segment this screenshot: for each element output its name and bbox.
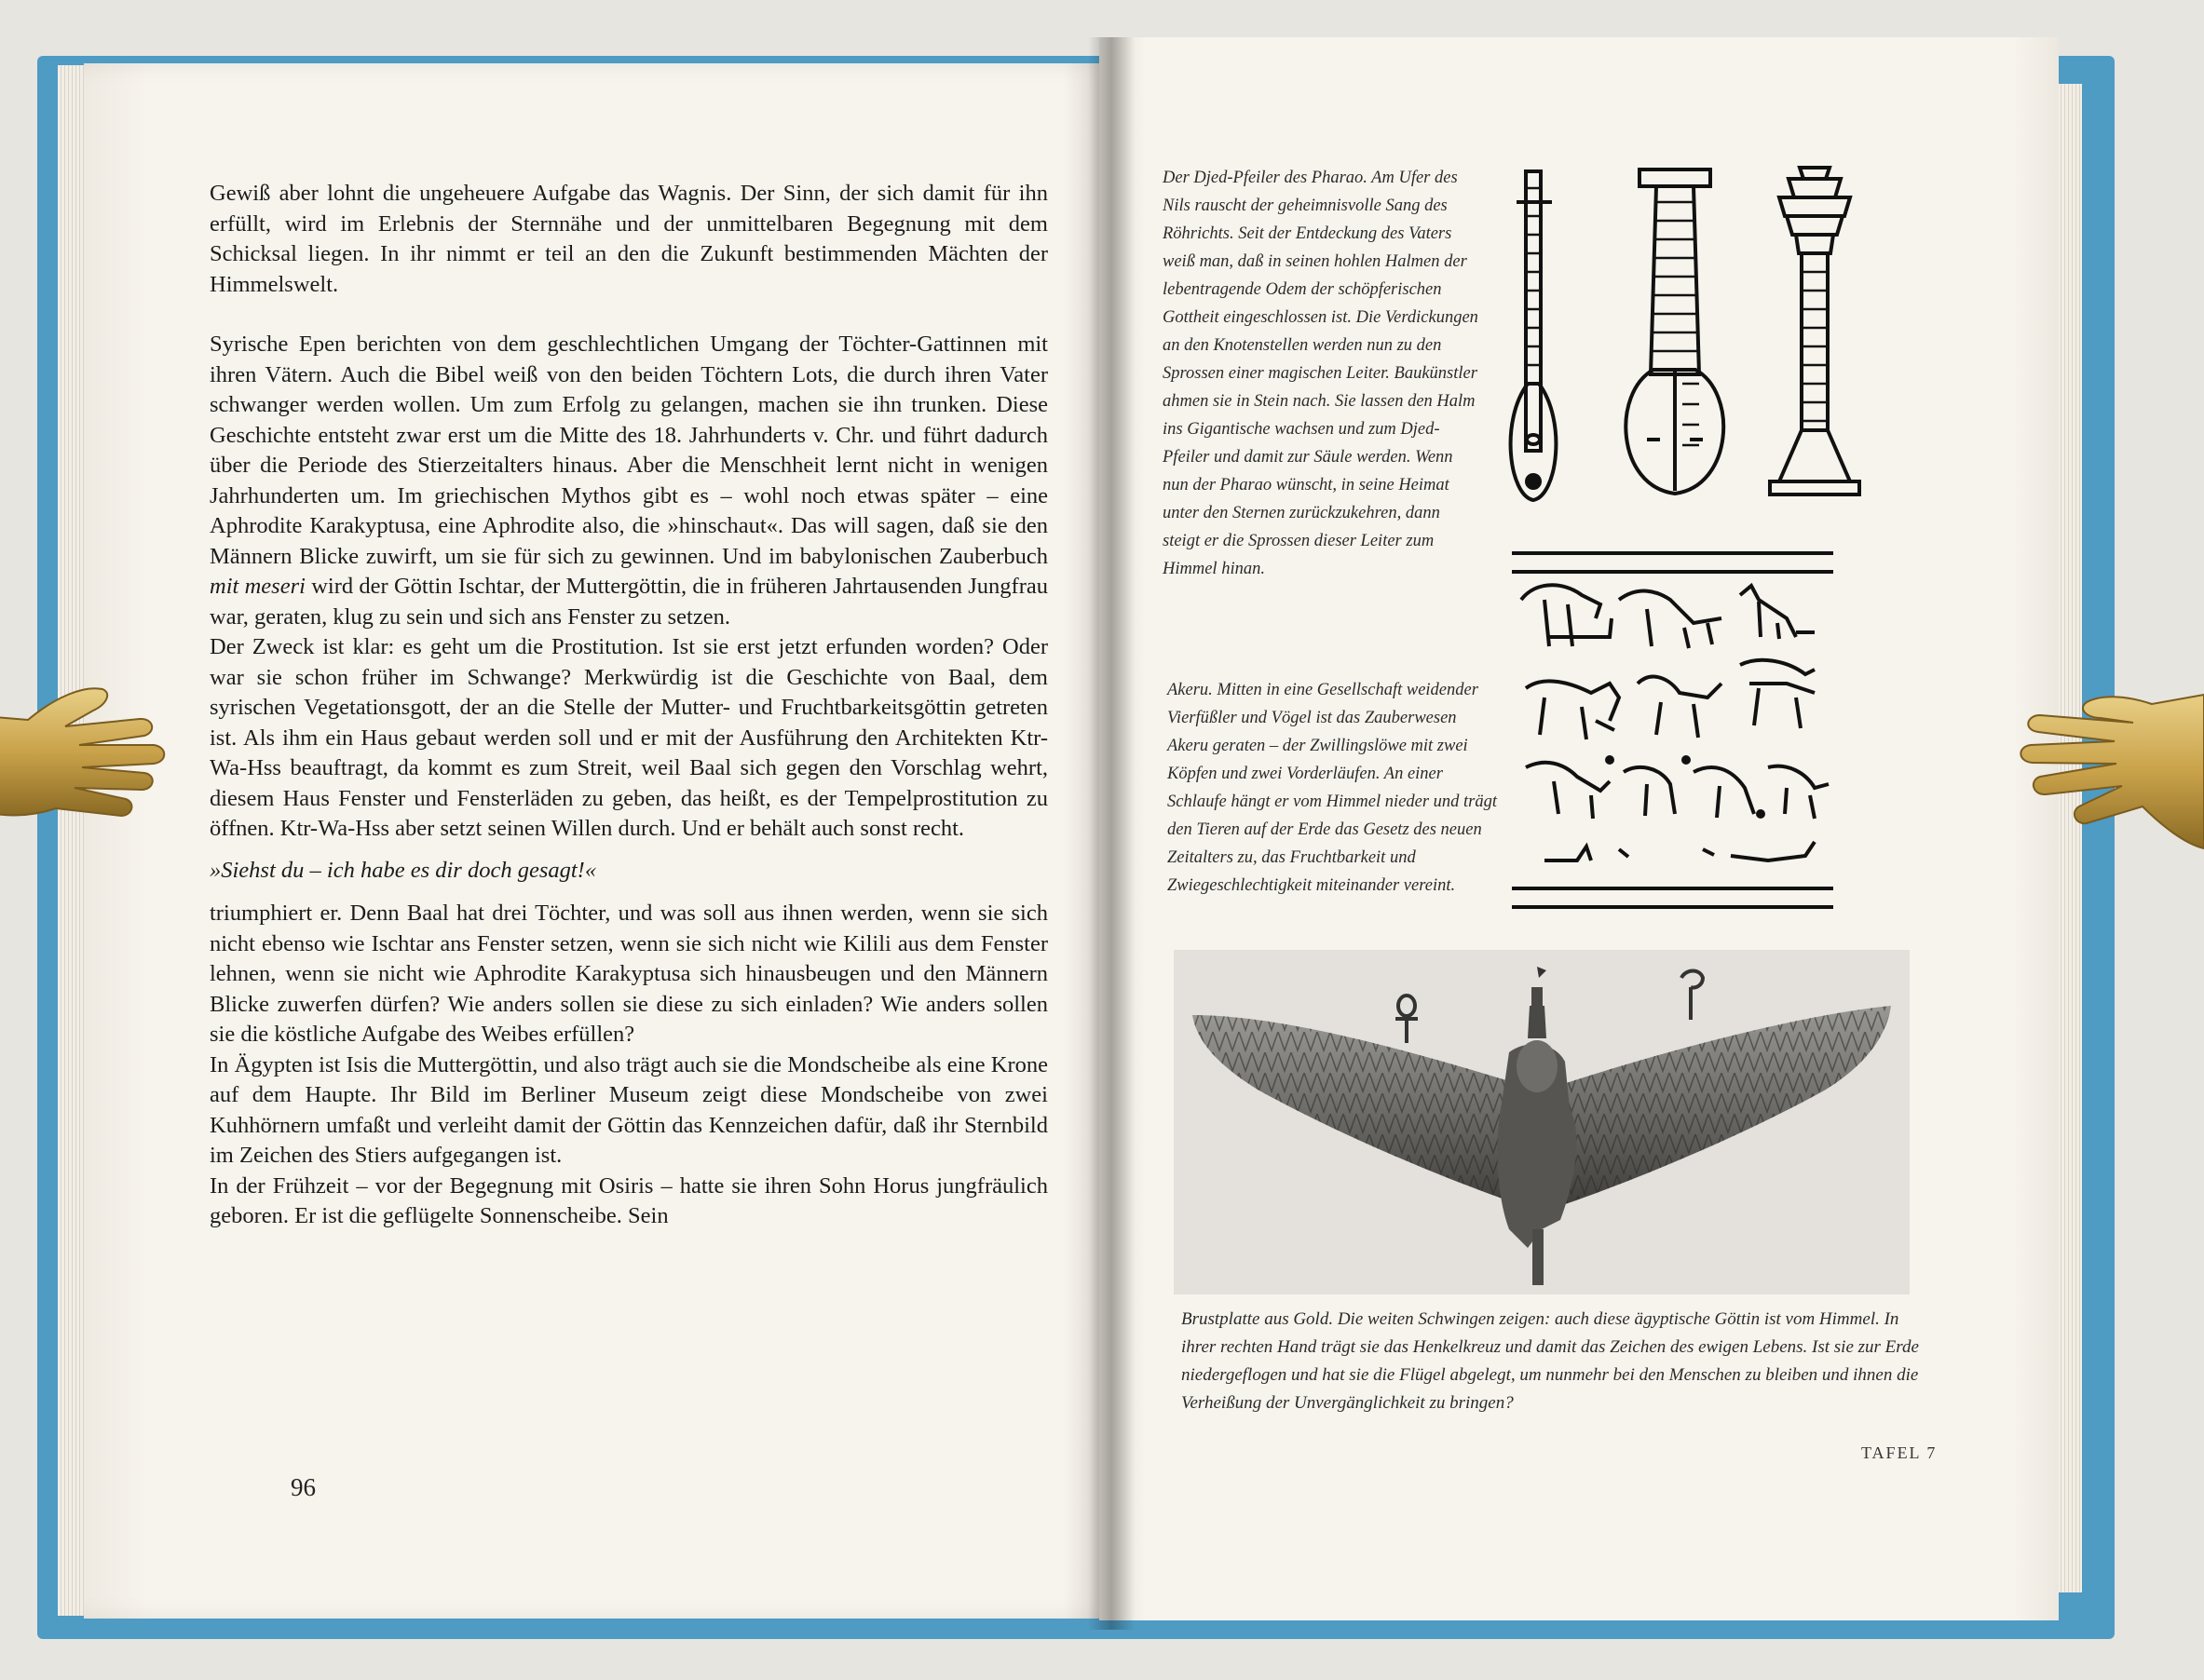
- plate-label: TAFEL 7: [1861, 1443, 1938, 1462]
- paragraph-4: triumphiert er. Denn Baal hat drei Töchter, und was soll aus ihnen werden, wenn sie sich nicht ebenso wie Ischtar ans Fenster setzen, wenn sie sich nicht wie Kilili aus dem Fenster lehnen, wenn sie nicht wie Aphrodite Karakyptusa sich hinausbeugen und den Männern Blicke zuwerfen dürfen? Wie anders sollen sie diese zu sich einladen? Wie anders sollen sie die köstliche Aufgabe des Weibes erfüllen?: [210, 901, 1048, 1047]
- left-page-body: [210, 179, 1048, 1232]
- paragraph-1: Gewiß aber lohnt die ungeheuere Aufgabe das Wagnis. Der Sinn, der sich damit für ihn erfüllt, wird im Erlebnis der Sternnähe und der unmittelbaren Begegnung mit dem Schicksal liegen. In ihr nimmt er teil an den die Zukunft bestimmenden Mächten der Himmelswelt.: [210, 181, 1048, 297]
- breastplate-photo: [1174, 950, 1910, 1294]
- paragraph-2-text: Syrische Epen berichten von dem geschlechtlichen Umgang der Töchter-Gattinnen mit ihren Vätern. Auch die Bibel weiß von den beiden Töchtern Lots, die durch ihren Vater schwanger werden wollen. Um zum Erfolg zu gelangen, machen sie ihn trunken. Diese Geschichte entsteht zwar erst um die Mitte des 18. Jahrhunderts v. Chr. und führt dadurch über die Periode des Stierzeitalters hinaus. Aber die Menschheit lernt nicht in wenigen Jahrhunderten um. Im griechischen Mythos gibt es – wohl noch etwas später – eine Aphrodite Karakyptusa, eine Aphrodite also, die »hinschaut«. Das will sagen, daß sie den Männern Blicke zuwirft, um sie für sich zu gewinnen. Und im babylonischen Zauberbuch: [210, 332, 1048, 569]
- paragraph-3: Der Zweck ist klar: es geht um die Prostitution. Ist sie erst jetzt erfunden worden? Oder war sie schon früher im Schwange? Merkwürdig ist die Geschichte von Baal, dem syrischen Vegetationsgott, der an die Stelle der Mutter- und Fruchtbarkeitsgöttin getreten ist. Als ihm ein Haus gebaut werden soll und er mit der Ausführung den Architekten Ktr-Wa-Hss beauftragt, da kommt es zum Streit, weil Baal sich gegen den Vorschlag wehrt, diesem Haus Fenster und Fensterläden zu geben, das heißt, es der Tempelprostitution zu öffnen. Ktr-Wa-Hss aber setzt seinen Willen durch. Und er behält auch sonst recht.: [210, 634, 1048, 841]
- paragraph-2: [210, 330, 1048, 632]
- djed-pillar-drawing: [1500, 160, 1910, 514]
- page-number: 96: [291, 1473, 316, 1501]
- left-gold-hand-page-holder: [0, 678, 186, 836]
- paragraph-5: In Ägypten ist Isis die Muttergöttin, und also trägt auch sie die Mondscheibe als eine Krone auf dem Haupte. Ihr Bild im Berliner Museum zeigt diese Mondscheibe von zwei Kuhhörnern umfaßt und verleiht damit der Göttin das Kennzeichen dafür, daß ihr Sternbild im Zeichen des Stiers aufgegangen ist.: [210, 1051, 1048, 1168]
- emphasis-mit-meseri: mit meseri: [210, 574, 306, 599]
- caption-akeru: Akeru. Mitten in eine Gesellschaft weidender Vierfüßler und Vögel ist das Zauberwesen Akeru geraten – der Zwillingslöwe mit zwei Köpfen und zwei Vorderläufen. An einer Schlaufe hängt er vom Himmel nieder und trägt den Tieren auf der Erde das Gesetz des neuen Zeitalters zu, das Fruchtbarkeit und Zwiegeschlechtigkeit miteinander vereint.: [1167, 681, 1498, 895]
- right-gold-hand-page-holder: [2012, 667, 2204, 853]
- akeru-drawing: [1507, 544, 1843, 926]
- quote-baal: »Siehst du – ich habe es dir doch gesagt!«: [210, 857, 597, 883]
- paragraph-2-tail: wird der Göttin Ischtar, der Muttergöttin, die in früheren Jahrtausenden Jungfrau war, geraten, klug zu sein und sich ans Fenster zu setzen.: [210, 574, 1048, 630]
- paragraph-6: In der Frühzeit – vor der Begegnung mit Osiris – hatte sie ihren Sohn Horus jungfräulich geboren. Er ist die geflügelte Sonnenscheibe. Sein: [210, 1172, 1048, 1228]
- caption-djed-pillar: Der Djed-Pfeiler des Pharao. Am Ufer des Nils rauscht der geheimnisvolle Sang des Röhrichts. Seit der Entdeckung des Vaters weiß man, daß in seinen hohlen Halmen der lebentragende Odem der schöpferischen Gottheit eingeschlossen ist. Die Verdickungen an den Knotenstellen werden nun zu den Sprossen einer magischen Leiter. Baukünstler ahmen sie in Stein nach. Sie lassen den Halm ins Gigantische wachsen und zum Djed-Pfeiler und damit zur Säule werden. Wenn nun der Pharao wünscht, in seine Heimat unter den Sternen zurückzukehren, dann steigt er die Sprossen dieser Leiter zum Himmel hinan.: [1163, 169, 1478, 578]
- caption-breastplate: Brustplatte aus Gold. Die weiten Schwingen zeigen: auch diese ägyptische Göttin ist vom Himmel. In ihrer rechten Hand trägt sie das Henkelkreuz und damit das Zeichen des ewigen Lebens. Ist sie zur Erde niedergeflogen und hat sie die Flügel abgelegt, um nunmehr bei den Menschen zu bleiben und ihnen die Verheißung der Unvergänglichkeit zu bringen?: [1181, 1309, 1919, 1413]
- book-gutter: [1088, 37, 1135, 1630]
